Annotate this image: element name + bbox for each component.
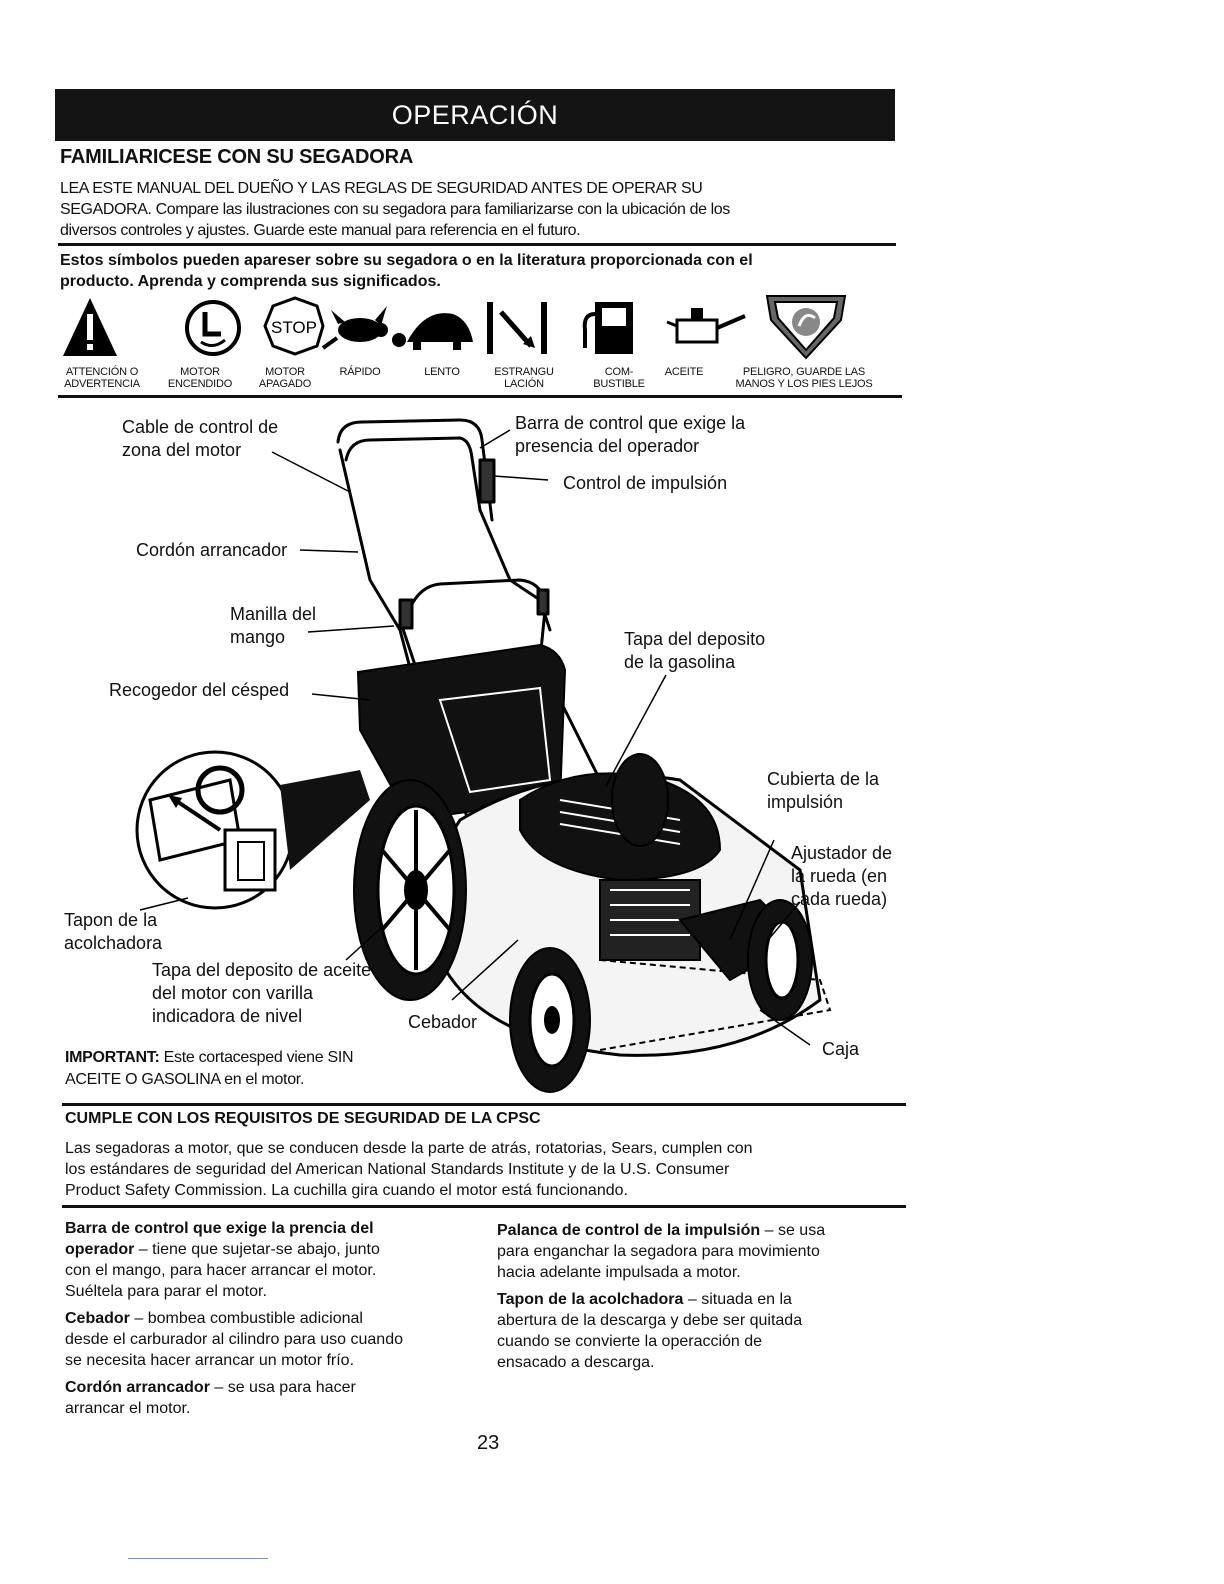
symbol-label-line2: APAGADO — [258, 378, 312, 390]
callout-line: Ajustador de — [791, 843, 893, 863]
intro-line: SEGADORA. Compare las ilustraciones con su segadora para familiarizarse con la ubicación de los — [60, 201, 730, 218]
symbol-label-danger — [712, 366, 896, 390]
callout-line: indicadora de nivel — [152, 1006, 303, 1026]
definitions-left — [65, 1218, 475, 1425]
symbol-label-line2: ADVERTENCIA — [64, 378, 140, 390]
cpsc-paragraph — [65, 1138, 905, 1201]
callout-drive-cover — [767, 768, 879, 814]
symbol-label-slow — [412, 366, 472, 378]
callout-cable-control — [122, 416, 278, 462]
callout-line: presencia del operador — [515, 436, 700, 456]
choke-icon — [487, 302, 547, 354]
symbol-label-line2: ENCENDIDO — [167, 378, 233, 390]
section-banner: OPERACIÓN — [55, 89, 895, 141]
callout-line: impulsión — [767, 792, 844, 812]
symbol-label-line1: MOTOR — [265, 366, 305, 378]
symbol-label-line1: PELIGRO, GUARDE LAS — [742, 366, 866, 378]
symbol-label-fuel — [582, 366, 656, 390]
callout-line: de la gasolina — [624, 652, 736, 672]
familiarize-heading: FAMILIARICESE CON SU SEGADORA — [60, 146, 414, 168]
divider — [58, 243, 896, 246]
callout-line: cada rueda) — [791, 889, 888, 909]
symbols-row — [55, 290, 875, 362]
definition-drive-lever: Palanca de control de la impulsión – se usa para enganchar la segadora para movimiento hacia adelante impulsada a motor. — [497, 1222, 826, 1281]
callout-mulch-plug — [64, 909, 162, 955]
term: Cordón arrancador — [65, 1379, 210, 1396]
hand-danger-icon — [767, 296, 845, 358]
callout-grass-catcher: Recogedor del césped — [109, 680, 290, 700]
cpsc-line: Product Safety Commission. La cuchilla gira cuando el motor está funcionando. — [65, 1182, 628, 1199]
callout-line: Cubierta de la — [767, 769, 880, 789]
symbol-label-line1: LENTO — [424, 366, 460, 378]
important-text: ACEITE O GASOLINA en el motor. — [65, 1071, 305, 1088]
warning-triangle-icon — [63, 298, 117, 356]
callout-line: Tapon de la — [64, 910, 158, 930]
callout-line: la rueda (en — [791, 866, 888, 886]
definition-starter-cord: Cordón arrancador – se usa para hacer arrancar el motor. — [65, 1379, 356, 1417]
callout-line: mango — [230, 627, 286, 647]
callout-primer: Cebador — [408, 1012, 478, 1032]
symbol-label-line1: MOTOR — [180, 366, 220, 378]
cpsc-line: Las segadoras a motor, que se conducen desde la parte de atrás, rotatorias, Sears, cumplen con — [65, 1140, 753, 1157]
important-label: IMPORTANT: — [65, 1049, 160, 1066]
symbol-label-line2: BUSTIBLE — [593, 378, 645, 390]
page-number: 23 — [477, 1432, 500, 1454]
symbol-label-engine-on — [160, 366, 240, 390]
definitions-right — [497, 1220, 917, 1379]
symbol-label-line1: ESTRANGU — [494, 366, 554, 378]
callout-wheel-adjuster — [791, 842, 892, 911]
callout-line: acolchadora — [64, 933, 163, 953]
symbol-label-engine-off — [248, 366, 322, 390]
definition-operator-bar: Barra de control que exige la prencia del operador – tiene que sujetar-se abajo, junto con el mango, para hacer arrancar el motor. Suéltela para parar el motor. — [65, 1220, 380, 1300]
callout-line: Manilla del — [230, 604, 317, 624]
cpsc-heading: CUMPLE CON LOS REQUISITOS DE SEGURIDAD DE LA CPSC — [65, 1110, 541, 1127]
callout-housing: Caja — [822, 1039, 860, 1059]
symbol-label-line1: ATTENCIÓN O — [65, 366, 139, 378]
footer-line — [128, 1558, 268, 1559]
symbols-intro-line: producto. Aprenda y comprenda sus significados. — [60, 273, 441, 290]
svg-text:STOP: STOP — [271, 318, 317, 337]
callout-line: Barra de control que exige la — [515, 413, 746, 433]
intro-paragraph — [60, 178, 860, 241]
divider — [62, 1205, 906, 1208]
fuel-icon — [585, 302, 633, 354]
callout-line: zona del motor — [122, 440, 242, 460]
callout-drive-control: Control de impulsión — [563, 473, 728, 493]
callout-oil-cap — [152, 959, 371, 1028]
term: operador — [65, 1241, 135, 1258]
callout-handle-knob — [230, 603, 316, 649]
callout-line: Cable de control de — [122, 417, 279, 437]
symbol-label-oil — [656, 366, 712, 378]
callout-line: del motor con varilla — [152, 983, 314, 1003]
oil-can-icon — [667, 308, 745, 342]
symbols-intro-line: Estos símbolos pueden apareser sobre su segadora o en la literatura proporcionada con el — [60, 252, 753, 269]
symbol-label-line2: LACIÓN — [504, 378, 544, 390]
turtle-slow-icon — [392, 313, 473, 350]
important-note — [65, 1047, 353, 1091]
callout-operator-bar — [515, 412, 745, 458]
definition-mulch-plug: Tapon de la acolchadora – situada en la abertura de la descarga y debe ser quitada cuando se convierte la operacción de ensacado a descarga. — [497, 1291, 803, 1371]
cpsc-line: los estándares de seguridad del American National Standards Institute y de la U.S. Consumer — [65, 1161, 730, 1178]
symbol-label-line2: MANOS Y LOS PIES LEJOS — [735, 378, 873, 390]
definition-primer: Cebador – bombea combustible adicional desde el carburador al cilindro para uso cuando se necesita hacer arrancar un motor frío. — [65, 1310, 403, 1369]
symbol-label-warning — [56, 366, 148, 390]
callout-starter-cord: Cordón arrancador — [136, 540, 288, 560]
term: Tapon de la acolchadora — [497, 1291, 684, 1308]
symbol-label-choke — [482, 366, 566, 390]
important-text: Este cortacesped viene SIN — [159, 1049, 354, 1066]
symbol-label-line1: COM- — [604, 366, 634, 378]
symbol-label-line1: ACEITE — [664, 366, 704, 378]
intro-line: diversos controles y ajustes. Guarde este manual para referencia en el futuro. — [60, 222, 581, 239]
rabbit-fast-icon — [323, 306, 388, 348]
symbols-intro — [60, 250, 860, 292]
term: Barra de control que exige la prencia del — [65, 1220, 374, 1237]
stop-icon — [265, 298, 323, 354]
callout-gas-cap — [624, 628, 765, 674]
intro-line: LEA ESTE MANUAL DEL DUEÑO Y LAS REGLAS DE SEGURIDAD ANTES DE OPERAR SU — [60, 180, 703, 197]
callout-line: Tapa del deposito de aceite — [152, 960, 372, 980]
callout-line: Tapa del deposito — [624, 629, 766, 649]
divider — [62, 1103, 906, 1106]
engine-on-icon — [187, 302, 239, 354]
symbol-label-fast — [330, 366, 390, 378]
symbol-label-line1: RÁPIDO — [339, 366, 381, 378]
term: Cebador — [65, 1310, 130, 1327]
term: Palanca de control de la impulsión — [497, 1222, 761, 1239]
divider — [58, 395, 902, 398]
